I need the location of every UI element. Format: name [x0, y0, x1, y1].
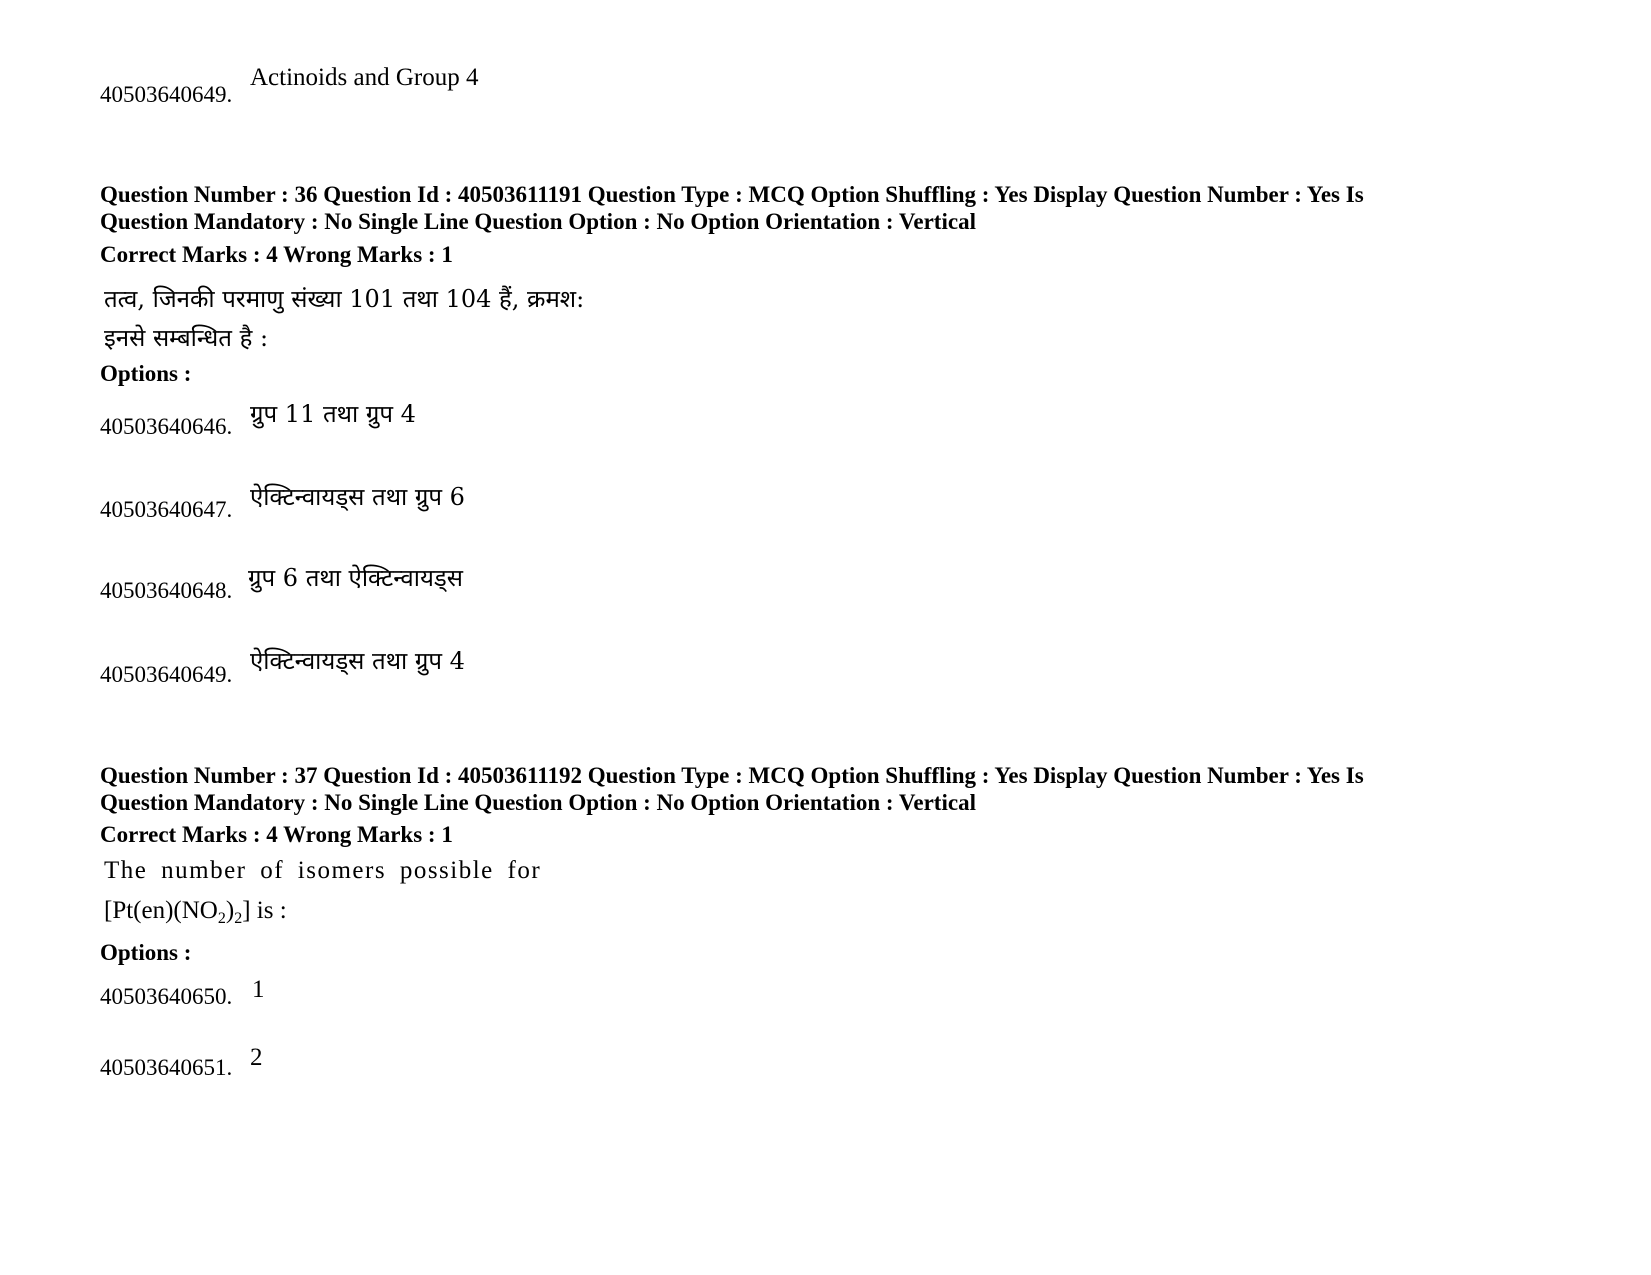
option-id: 40503640649. [100, 662, 233, 687]
question-37-header-line1: Question Number : 37 Question Id : 40503611192 Question Type : MCQ Option Shuffling : Yes Display Question Number : Yes Is [100, 763, 1364, 788]
formula-part: ] is : [242, 897, 287, 924]
question-36-header-line1: Question Number : 36 Question Id : 40503611191 Question Type : MCQ Option Shuffling : Yes Display Question Number : Yes Is [100, 182, 1364, 207]
question-36-text-line2: इनसे सम्बन्धित है : [104, 324, 269, 352]
question-36-text-line1: तत्व, जिनकी परमाणु संख्या 101 तथा 104 हैं, क्रमश: [104, 285, 585, 313]
formula-part: ) [225, 897, 235, 924]
option-id: 40503640648. [100, 578, 233, 603]
option-id: 40503640651. [100, 1055, 233, 1080]
question-37-header-line2: Question Mandatory : No Single Line Question Option : No Option Orientation : Vertical [100, 790, 976, 815]
option-text: 1 [252, 976, 265, 1003]
option-text: 2 [250, 1044, 263, 1071]
option-text: Actinoids and Group 4 [250, 64, 479, 91]
option-id: 40503640647. [100, 497, 233, 522]
option-text: ऐक्टिन्वायड्स तथा ग्रुप 6 [250, 483, 465, 511]
formula-part: [Pt(en)(NO [104, 897, 218, 924]
question-37-text-line1: The number of isomers possible for [104, 857, 542, 884]
question-37-formula [104, 897, 287, 928]
option-text: ग्रुप 11 तथा ग्रुप 4 [250, 400, 416, 428]
option-text: ग्रुप 6 तथा ऐक्टिन्वायड्स [248, 564, 463, 592]
question-36-header-line2: Question Mandatory : No Single Line Question Option : No Option Orientation : Vertical [100, 209, 976, 234]
option-id: 40503640650. [100, 984, 233, 1009]
question-37-marks: Correct Marks : 4 Wrong Marks : 1 [100, 822, 453, 847]
option-id: 40503640649. [100, 82, 233, 107]
formula-subscript: 2 [217, 910, 226, 927]
question-36-marks: Correct Marks : 4 Wrong Marks : 1 [100, 242, 453, 267]
question-36-options-label: Options : [100, 361, 192, 386]
option-id: 40503640646. [100, 414, 233, 439]
question-37-options-label: Options : [100, 940, 192, 965]
formula-subscript: 2 [234, 910, 243, 927]
option-text: ऐक्टिन्वायड्स तथा ग्रुप 4 [250, 647, 465, 675]
